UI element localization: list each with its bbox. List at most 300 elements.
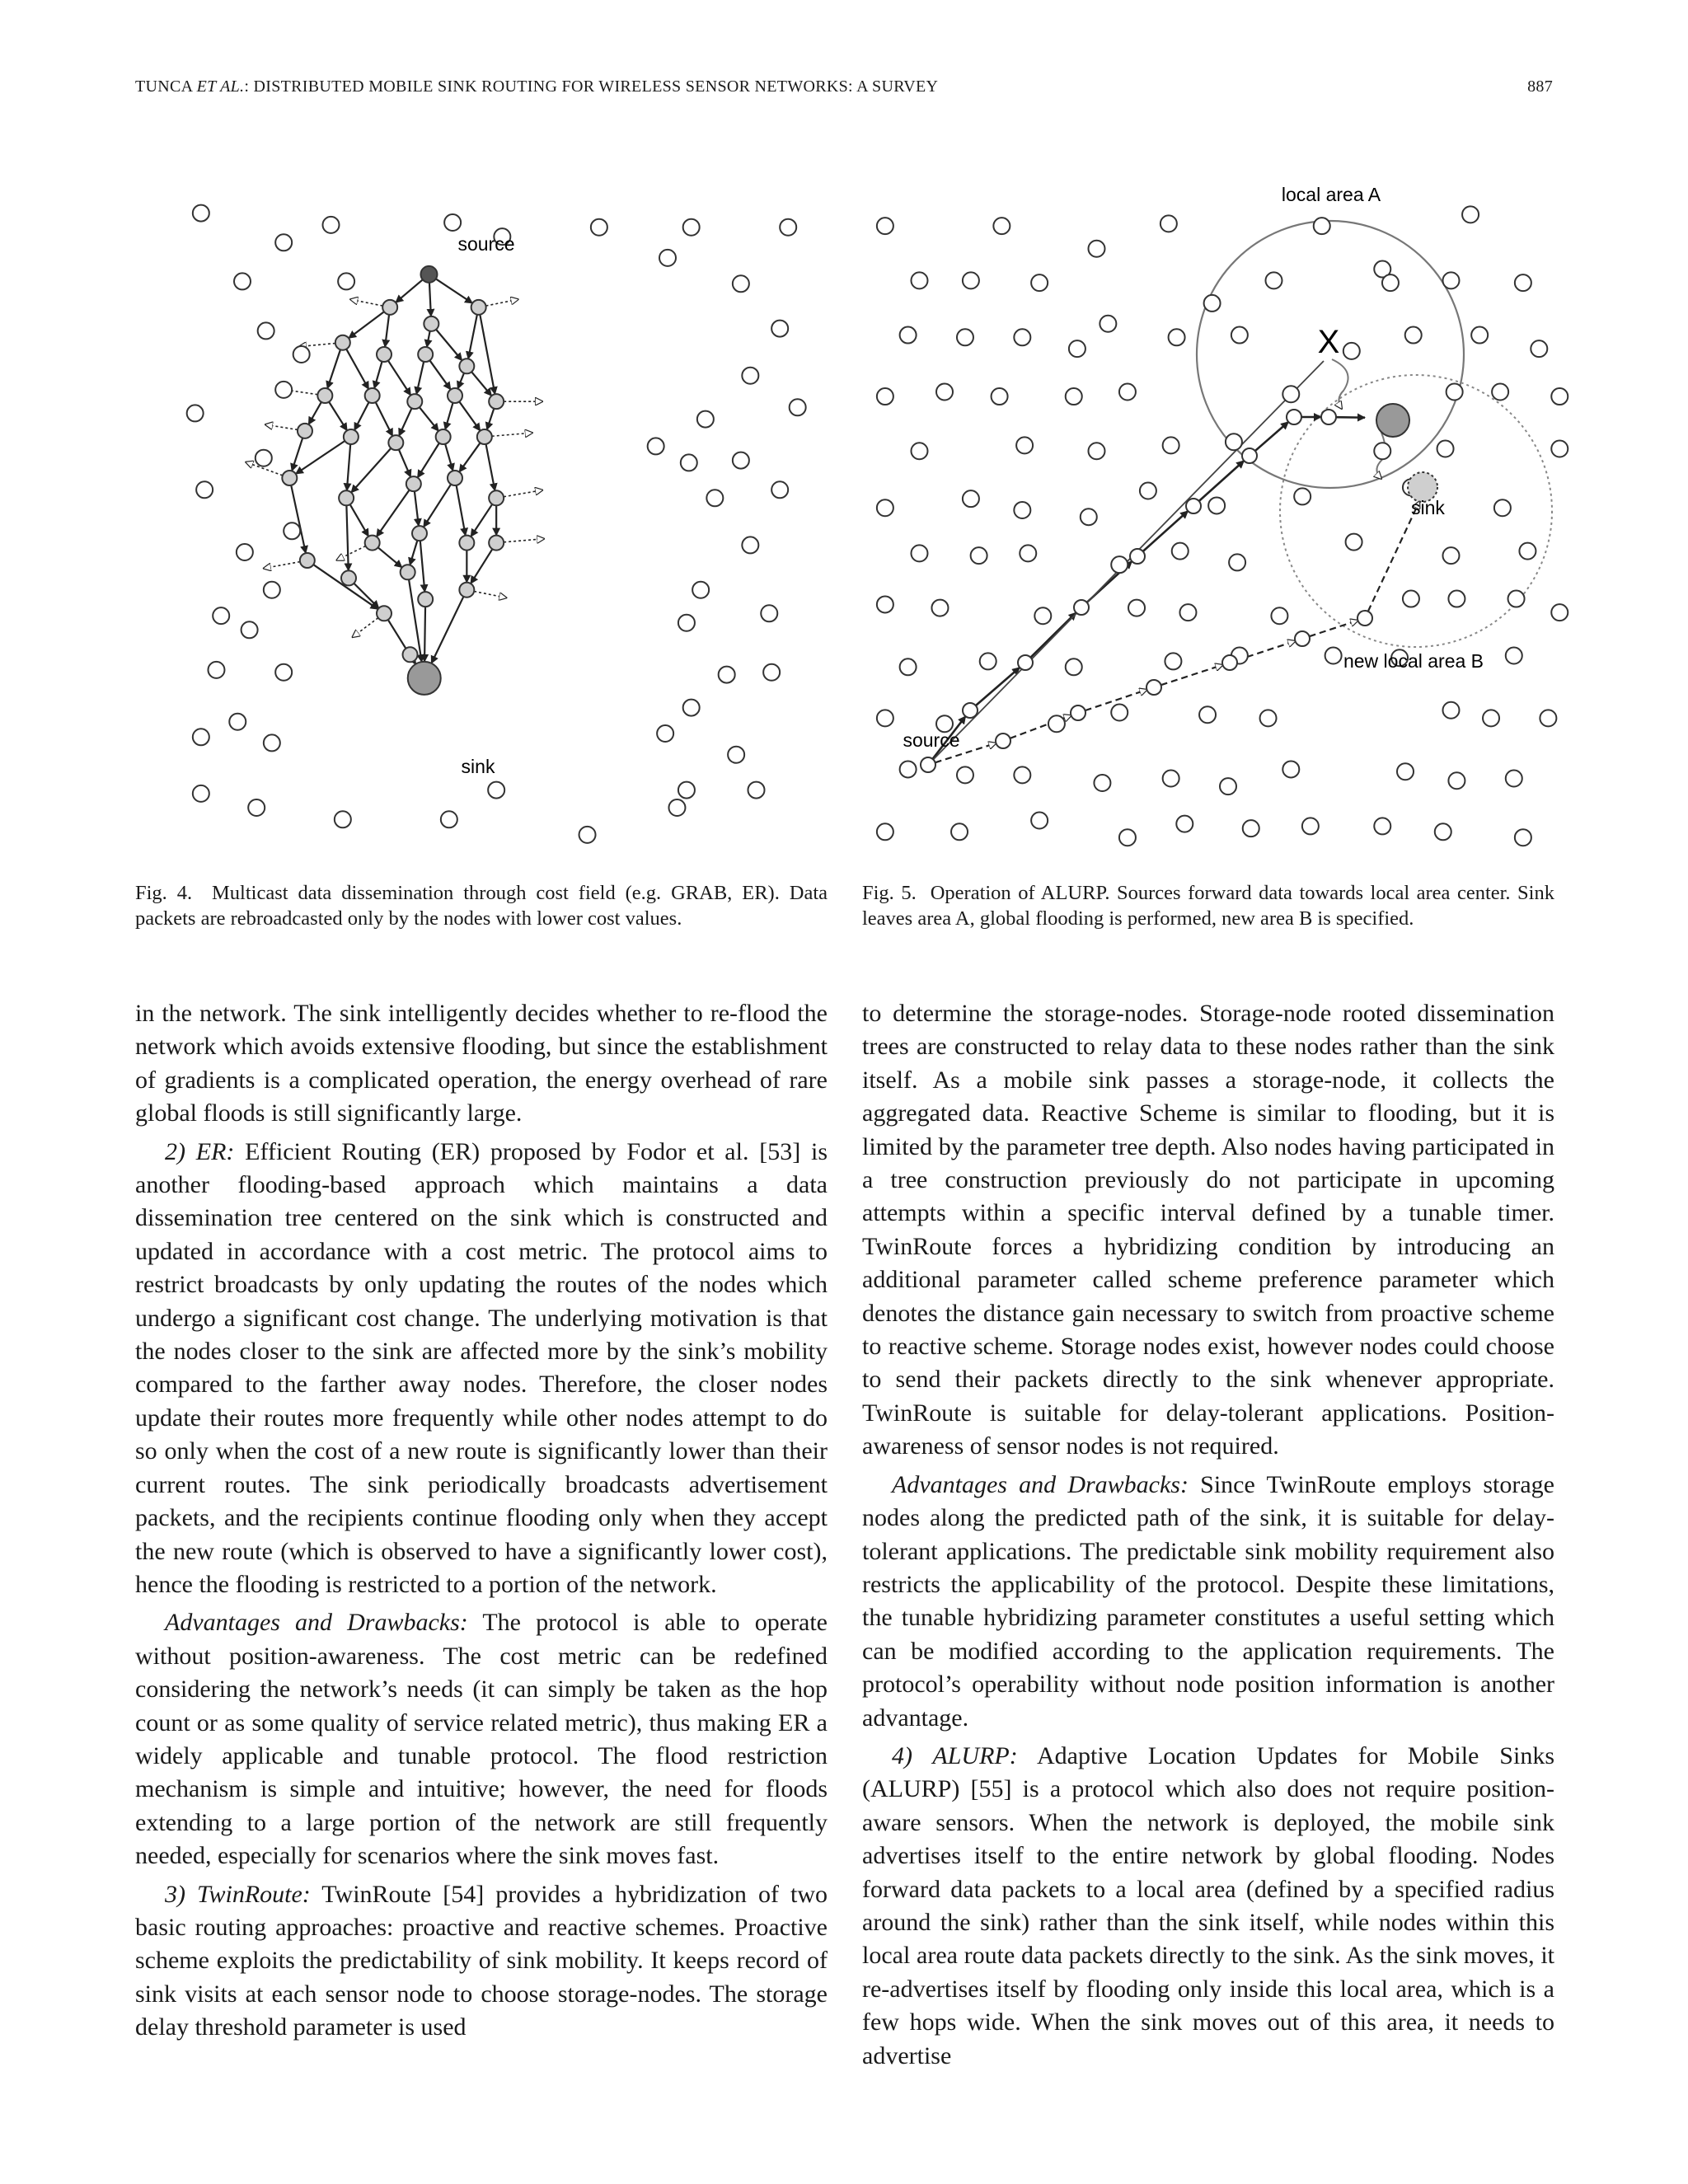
page-number: 887 — [1527, 77, 1553, 96]
sensor-node — [1343, 343, 1360, 359]
sensor-node — [1403, 591, 1419, 607]
relay-node — [344, 429, 359, 444]
sensor-node — [742, 368, 758, 384]
sensor-node — [1088, 443, 1104, 459]
dissemination-arrow — [351, 448, 391, 493]
fig4-sink-label: sink — [461, 756, 495, 777]
dissemination-arrow — [457, 373, 464, 389]
sensor-node — [780, 219, 796, 236]
dissemination-arrow — [349, 312, 384, 338]
sensor-node — [771, 481, 788, 498]
relay-node — [339, 490, 354, 505]
right-column — [862, 997, 1554, 2078]
sensor-node — [1506, 648, 1522, 664]
sensor-node — [237, 544, 253, 560]
sensor-node — [1346, 534, 1362, 551]
dissemination-arrow — [388, 361, 410, 396]
relay-node — [489, 536, 504, 551]
sensor-node — [284, 523, 300, 539]
sink-node — [408, 662, 441, 695]
sensor-node — [733, 452, 749, 469]
sensor-node — [1494, 499, 1511, 516]
sensor-node — [877, 596, 893, 612]
sensor-node — [1169, 329, 1185, 345]
dissemination-arrow — [420, 541, 425, 592]
sensor-node — [275, 234, 292, 251]
relay-node — [459, 583, 474, 598]
section-heading: Advantages and Drawbacks: — [892, 1470, 1189, 1498]
sensor-node — [648, 438, 664, 454]
sensor-node — [1325, 648, 1342, 664]
dissemination-arrow — [420, 407, 438, 431]
dissemination-arrow — [378, 547, 402, 567]
fig5-new-area-b-label: new local area B — [1343, 650, 1484, 672]
relay-node — [317, 388, 332, 403]
dissemination-arrow — [399, 449, 410, 476]
relay-node — [1321, 410, 1336, 424]
sensor-node — [1031, 813, 1048, 829]
relay-node — [300, 553, 315, 568]
figure-5-diagram — [865, 181, 1574, 841]
dissemination-arrow — [346, 349, 368, 390]
sensor-node — [1492, 384, 1508, 401]
relay-node — [459, 536, 474, 551]
relay-node — [448, 471, 462, 485]
sensor-node — [1508, 591, 1525, 607]
sensor-node — [248, 799, 265, 816]
sensor-node — [264, 582, 280, 598]
sensor-node — [1111, 704, 1128, 720]
relay-node — [1071, 705, 1085, 720]
section-heading: 3) TwinRoute: — [165, 1880, 311, 1908]
dissemination-arrow — [424, 485, 451, 527]
sensor-node — [1020, 545, 1036, 561]
sensor-node — [911, 272, 927, 288]
sensor-node — [1100, 316, 1116, 332]
dissemination-arrow — [410, 541, 417, 565]
sensor-node — [1119, 829, 1136, 846]
sensor-node — [1447, 384, 1463, 401]
sensor-node — [275, 664, 292, 681]
sensor-node — [763, 664, 780, 681]
sensor-node — [993, 218, 1010, 234]
sensor-node — [1069, 340, 1085, 357]
running-title-text: : DISTRIBUTED MOBILE SINK ROUTING FOR WIRELESS SENSOR NETWORKS: A SURVEY — [244, 77, 939, 96]
fig5-source-label: source — [903, 729, 960, 751]
paragraph-text: to determine the storage-nodes. Storage-node rooted dissemination trees are constructed to relay data to these nodes rather than the sink itself. As a mobile sink passes a storage-node, it collects the aggregated data. Reactive Scheme is similar to flooding, but it is limited by the parameter tree depth. Also nodes having participated in a tree construction previously do not participate in upcoming attempts within a specific interval defined by a tunable timer. TwinRoute forces a hybridizing condition by introducing an additional parameter called scheme preference parameter which denotes the distance gain necessary to switch from proactive scheme to reactive scheme. Storage nodes exist, however nodes could choose to send their packets directly to the sink whenever appropriate. TwinRoute is suitable for delay-tolerant applications. Position-awareness of sensor nodes is not required. — [862, 1000, 1554, 1460]
paragraph-text: Adaptive Location Updates for Mobile Sinks (ALURP) [55] is a protocol which also does not require position-aware sensors. When the network is deployed, the mobile sink advertises itself to the entire network by global flooding. Nodes forward data packets to a local area (defined by a specified radius around the sink) rather than the sink itself, while nodes within this local area route data packets directly to the sink. As the sink moves, it re-advertises itself by flooding only inside this local area, which is a few hops wide. When the sink moves out of this area, it needs to advertise — [862, 1741, 1555, 2069]
relay-node — [489, 394, 504, 409]
dissemination-arrow — [292, 438, 302, 471]
sensor-node — [241, 621, 258, 638]
broadcast-arrow — [350, 299, 382, 306]
dissemination-arrow — [327, 349, 340, 388]
relay-node — [436, 429, 451, 444]
figure-5-caption: Fig. 5. Operation of ALURP. Sources forward data towards local area center. Sink leaves area A, global flooding is performed, new area B is specified. — [862, 882, 1554, 930]
relay-node — [1287, 410, 1301, 424]
figure-5 — [865, 181, 1574, 841]
relay-node — [377, 347, 392, 362]
sensor-node — [936, 384, 953, 401]
dissemination-arrow — [436, 330, 462, 361]
dissemination-arrow — [347, 444, 350, 490]
dissemination-arrow — [296, 441, 345, 474]
sensor-node — [900, 327, 917, 344]
sensor-node — [1437, 440, 1454, 457]
section-heading: 4) ALURP: — [892, 1741, 1018, 1769]
sensor-node — [911, 545, 927, 561]
sensor-node — [1199, 706, 1216, 723]
dissemination-arrow — [377, 490, 410, 537]
relay-node — [1130, 549, 1145, 564]
sensor-node — [877, 499, 893, 516]
sensor-node — [1048, 715, 1065, 732]
sensor-node — [678, 615, 695, 631]
area-center-node — [1376, 404, 1409, 437]
relay-node — [963, 703, 978, 718]
sensor-node — [234, 273, 251, 289]
relay-node — [298, 424, 312, 438]
sensor-node — [951, 823, 968, 840]
relay-node — [407, 394, 422, 409]
sensor-node — [1397, 763, 1414, 780]
sensor-node — [1208, 497, 1225, 513]
sensor-node — [193, 785, 209, 802]
relay-node — [1074, 600, 1089, 615]
sensor-node — [338, 273, 354, 289]
relay-node — [282, 471, 297, 485]
sensor-node — [1066, 388, 1082, 405]
sensor-node — [591, 219, 607, 236]
sensor-node — [264, 734, 280, 751]
dissemination-arrow — [480, 315, 495, 395]
relay-node — [489, 490, 504, 505]
sensor-node — [335, 811, 351, 827]
sensor-node — [1265, 272, 1282, 288]
sensor-node — [579, 827, 596, 843]
paragraph — [135, 1878, 828, 2045]
fig5-local-area-a-label: local area A — [1281, 184, 1381, 205]
dissemination-arrow — [471, 504, 492, 537]
figure-4 — [148, 181, 857, 841]
dissemination-arrow — [415, 491, 419, 526]
sensor-node — [1094, 775, 1110, 791]
sensor-node — [683, 700, 700, 716]
sensor-node — [1302, 818, 1319, 834]
sensor-node — [1442, 547, 1459, 564]
sensor-node — [659, 250, 676, 266]
running-title — [135, 77, 938, 96]
relay-node — [1242, 448, 1257, 463]
figure-4-diagram — [148, 181, 857, 841]
dissemination-arrow — [427, 331, 430, 347]
sensor-node — [1515, 274, 1531, 291]
relay-node — [424, 316, 438, 331]
sensor-node — [1081, 509, 1097, 525]
relay-node — [382, 300, 397, 315]
relay-node — [412, 526, 427, 541]
dissemination-arrow — [445, 444, 452, 471]
relay-node — [388, 435, 403, 450]
source-node — [921, 757, 935, 772]
dissemination-arrow — [468, 315, 477, 359]
sensor-node — [963, 490, 979, 507]
sensor-node — [1483, 710, 1499, 726]
sensor-node — [1314, 218, 1330, 234]
section-heading: Advantages and Drawbacks: — [165, 1609, 468, 1637]
dissemination-arrow — [350, 504, 368, 537]
relay-node — [471, 300, 486, 315]
sensor-node — [1282, 761, 1299, 777]
relay-node — [459, 359, 474, 373]
sensor-node — [681, 454, 697, 471]
relay-node — [341, 570, 356, 585]
relay-node — [418, 592, 433, 607]
sensor-node — [761, 605, 777, 621]
dissemination-arrow — [376, 402, 393, 436]
sensor-node — [1111, 556, 1128, 573]
relay-node — [448, 388, 462, 403]
relay-node — [335, 335, 350, 350]
data-arrow — [1336, 417, 1365, 418]
sensor-node — [1088, 241, 1104, 257]
sensor-node — [1031, 274, 1048, 291]
sensor-node — [706, 490, 723, 506]
broadcast-arrow — [492, 433, 532, 436]
dissemination-arrow — [445, 403, 452, 430]
section-heading: 2) ER: — [165, 1137, 235, 1165]
sensor-node — [1540, 710, 1556, 726]
relay-node — [365, 536, 380, 551]
sensor-node — [1160, 215, 1177, 232]
sensor-node — [1462, 206, 1479, 223]
dissemination-arrow — [459, 401, 480, 430]
sensor-node — [980, 653, 996, 669]
sensor-node — [1176, 816, 1193, 832]
fig4-source-label: source — [457, 233, 515, 255]
relay-node — [1295, 631, 1310, 646]
sensor-node — [1374, 818, 1390, 834]
running-title-etal: ET AL. — [196, 77, 245, 96]
sensor-node — [957, 766, 973, 783]
sensor-node — [1172, 543, 1189, 560]
relay-node — [377, 606, 392, 621]
sensor-node — [293, 346, 310, 363]
dissemination-arrow — [374, 362, 382, 389]
sensor-node — [1448, 772, 1465, 789]
left-column — [135, 997, 828, 2050]
sensor-node — [441, 811, 457, 827]
sensor-node — [1220, 778, 1236, 794]
paragraph — [135, 1136, 828, 1602]
paragraph-text: The protocol is able to operate without position-awareness. The cost metric can be redefined considering the network’s needs (it can simply be taken as the hop count or as some quality of service related metric), thus making ER a widely applicable and tunable protocol. The flood restriction mechanism is simple and intuitive; however, the need for floods extending to a large portion of the network are still frequently needed, especially for scenarios where the sink moves fast. — [135, 1609, 828, 1870]
dissemination-arrow — [431, 597, 463, 663]
sensor-node — [444, 214, 461, 231]
sink-move-arrow — [1332, 359, 1348, 409]
dissemination-arrow — [457, 485, 466, 536]
sensor-node — [323, 217, 340, 233]
broadcast-arrow — [485, 299, 518, 306]
sensor-node — [196, 481, 213, 498]
dissemination-arrow — [385, 315, 389, 347]
sensor-node — [1435, 823, 1451, 840]
sensor-node — [1506, 770, 1522, 786]
sensor-node — [1231, 327, 1248, 344]
sensor-node — [1531, 340, 1547, 357]
relay-node — [477, 429, 492, 444]
relay-node — [1222, 655, 1237, 670]
sensor-node — [931, 600, 948, 616]
paragraph-text: Efficient Routing (ER) proposed by Fodor et al. [53] is another flooding-based approach which maintains a data dissemination tree centered on the sink which is constructed and updated in accordance with a cost metric. The protocol aims to restrict broadcasts by only updating the routes of the nodes which undergo a significant cost change. The underlying motivation is that the nodes closer to the sink are affected more by the sink’s mobility compared to the farther away nodes. Therefore, the closer nodes update their routes more frequently while other nodes attempt to do so only when the cost of a new route is significantly lower than their current routes. The sink periodically broadcasts advertisement packets, and the recipients continue flooding only when they accept the new route (which is observed to have a significantly lower cost), hence the flooding is restricted to a portion of the network. — [135, 1137, 828, 1598]
dissemination-arrow — [354, 402, 369, 430]
sensor-node — [1128, 600, 1145, 616]
broadcast-arrow — [265, 424, 298, 429]
dissemination-arrow — [429, 360, 450, 389]
sensor-node — [1551, 440, 1568, 457]
sensor-node — [900, 658, 917, 675]
dissemination-arrow — [487, 409, 495, 430]
paragraph — [135, 1606, 828, 1872]
relay-node — [1018, 655, 1033, 670]
fig5-x-mark: X — [1317, 324, 1340, 360]
sensor-node — [1382, 274, 1399, 291]
broadcast-arrow — [474, 591, 506, 598]
sensor-node — [900, 761, 917, 777]
sensor-node — [1014, 329, 1030, 345]
sensor-node — [1179, 604, 1196, 621]
sensor-node — [1163, 437, 1179, 453]
sensor-node — [1226, 434, 1242, 450]
relay-node — [1186, 499, 1201, 513]
sensor-node — [1260, 710, 1277, 726]
sensor-node — [256, 450, 272, 466]
paragraph — [862, 997, 1554, 1464]
sensor-node — [992, 388, 1008, 405]
sensor-node — [877, 710, 893, 726]
sensor-node — [1282, 386, 1299, 402]
sensor-node — [229, 714, 246, 730]
data-arrow — [976, 668, 1020, 705]
sensor-node — [697, 411, 714, 428]
sensor-node — [683, 219, 700, 236]
sensor-node — [692, 582, 709, 598]
dissemination-arrow — [471, 372, 491, 396]
sensor-node — [1016, 437, 1033, 453]
sensor-node — [1243, 820, 1259, 837]
broadcast-arrow — [504, 539, 544, 542]
paragraph-text: TwinRoute [54] provides a hybridization of two basic routing approaches: proactive and reactive schemes. Proactive scheme exploits the predictability of sink mobility. It keeps record of sink visits at each sensor node to choose storage-nodes. The storage delay threshold parameter is used — [135, 1880, 828, 2041]
relay-node — [996, 733, 1010, 748]
paragraph — [862, 1469, 1554, 1735]
relay-node — [1146, 680, 1161, 695]
sensor-node — [1204, 295, 1221, 312]
sensor-node — [1014, 502, 1030, 518]
sensor-node — [1229, 554, 1245, 570]
sensor-node — [213, 607, 229, 624]
paragraph-text: Since TwinRoute employs storage nodes along the predicted path of the sink, it is suitable for delay-tolerant applications. The predictable sink mobility requirement also restricts the applicability of the protocol. Despite these limitations, the tunable hybridizing parameter constitutes a useful setting which can be modified according to the application requirements. The protocol’s operability without node position information is another advantage. — [862, 1470, 1554, 1732]
figure-4-caption: Fig. 4. Multicast data dissemination through cost field (e.g. GRAB, ER). Data packets are rebroadcasted only by the nodes with lower cost values. — [135, 882, 828, 930]
sensor-node — [488, 782, 504, 799]
fig5-sink-label: sink — [1411, 497, 1445, 518]
dissemination-arrow — [435, 279, 472, 303]
sensor-node — [208, 662, 224, 678]
relay-node — [403, 647, 418, 662]
sensor-node — [1551, 604, 1568, 621]
sensor-node — [911, 443, 927, 459]
broadcast-arrow — [504, 490, 542, 497]
dissemination-arrow — [329, 402, 347, 431]
paragraph-text: in the network. The sink intelligently decides whether to re-flood the network which avoids extensive flooding, but since the establishment of gradients is a complicated operation, the energy overhead of rare global floods is still significantly large. — [135, 1000, 828, 1127]
sensor-node — [1442, 702, 1459, 719]
relay-node — [1357, 611, 1372, 626]
broadcast-arrow — [264, 562, 300, 569]
paragraph — [135, 997, 828, 1131]
relay-node — [418, 347, 433, 362]
broadcast-arrow — [336, 546, 365, 560]
sensor-node — [1442, 272, 1459, 288]
sensor-node — [728, 747, 744, 763]
sensor-node — [963, 272, 979, 288]
sensor-node — [1163, 770, 1179, 786]
sensor-node — [1551, 388, 1568, 405]
sensor-node — [790, 399, 806, 415]
sensor-node — [668, 799, 685, 816]
sensor-node — [678, 782, 695, 799]
dissemination-arrow — [424, 607, 425, 662]
sensor-node — [742, 537, 758, 553]
sensor-node — [1515, 829, 1531, 846]
broadcast-arrow — [353, 618, 378, 637]
sensor-node — [1448, 591, 1465, 607]
dissemination-arrow — [416, 362, 424, 395]
sensor-node — [657, 725, 673, 742]
dissemination-arrow — [471, 549, 492, 583]
sensor-node — [1471, 327, 1488, 344]
dissemination-arrow — [418, 443, 439, 478]
sensor-node — [1119, 384, 1136, 401]
relay-node — [401, 565, 415, 579]
source-node — [420, 266, 437, 283]
sensor-node — [1294, 488, 1311, 504]
dissemination-arrow — [429, 282, 431, 316]
relay-node — [406, 476, 421, 491]
sensor-node — [957, 329, 973, 345]
sensor-node — [1271, 607, 1287, 624]
dissemination-arrow — [346, 505, 348, 570]
relay-node — [365, 388, 380, 403]
new-route-arrow — [1310, 621, 1358, 636]
dissemination-arrow — [396, 279, 424, 302]
dissemination-arrow — [459, 443, 480, 471]
sensor-node — [1374, 443, 1390, 459]
sensor-node — [275, 382, 292, 398]
sensor-node — [1140, 483, 1156, 499]
sensor-node — [877, 218, 893, 234]
sensor-node — [877, 388, 893, 405]
sensor-node — [877, 823, 893, 840]
sensor-node — [748, 782, 765, 799]
sensor-node — [719, 667, 735, 683]
sensor-node — [1165, 653, 1181, 669]
dissemination-arrow — [308, 402, 321, 424]
running-title-authors: TUNCA — [135, 77, 197, 96]
sensor-node — [771, 321, 788, 337]
sensor-node — [1066, 658, 1082, 675]
sensor-node — [733, 275, 749, 292]
sensor-node — [971, 547, 987, 564]
sensor-node — [1519, 543, 1536, 560]
dissemination-arrow — [291, 485, 306, 553]
